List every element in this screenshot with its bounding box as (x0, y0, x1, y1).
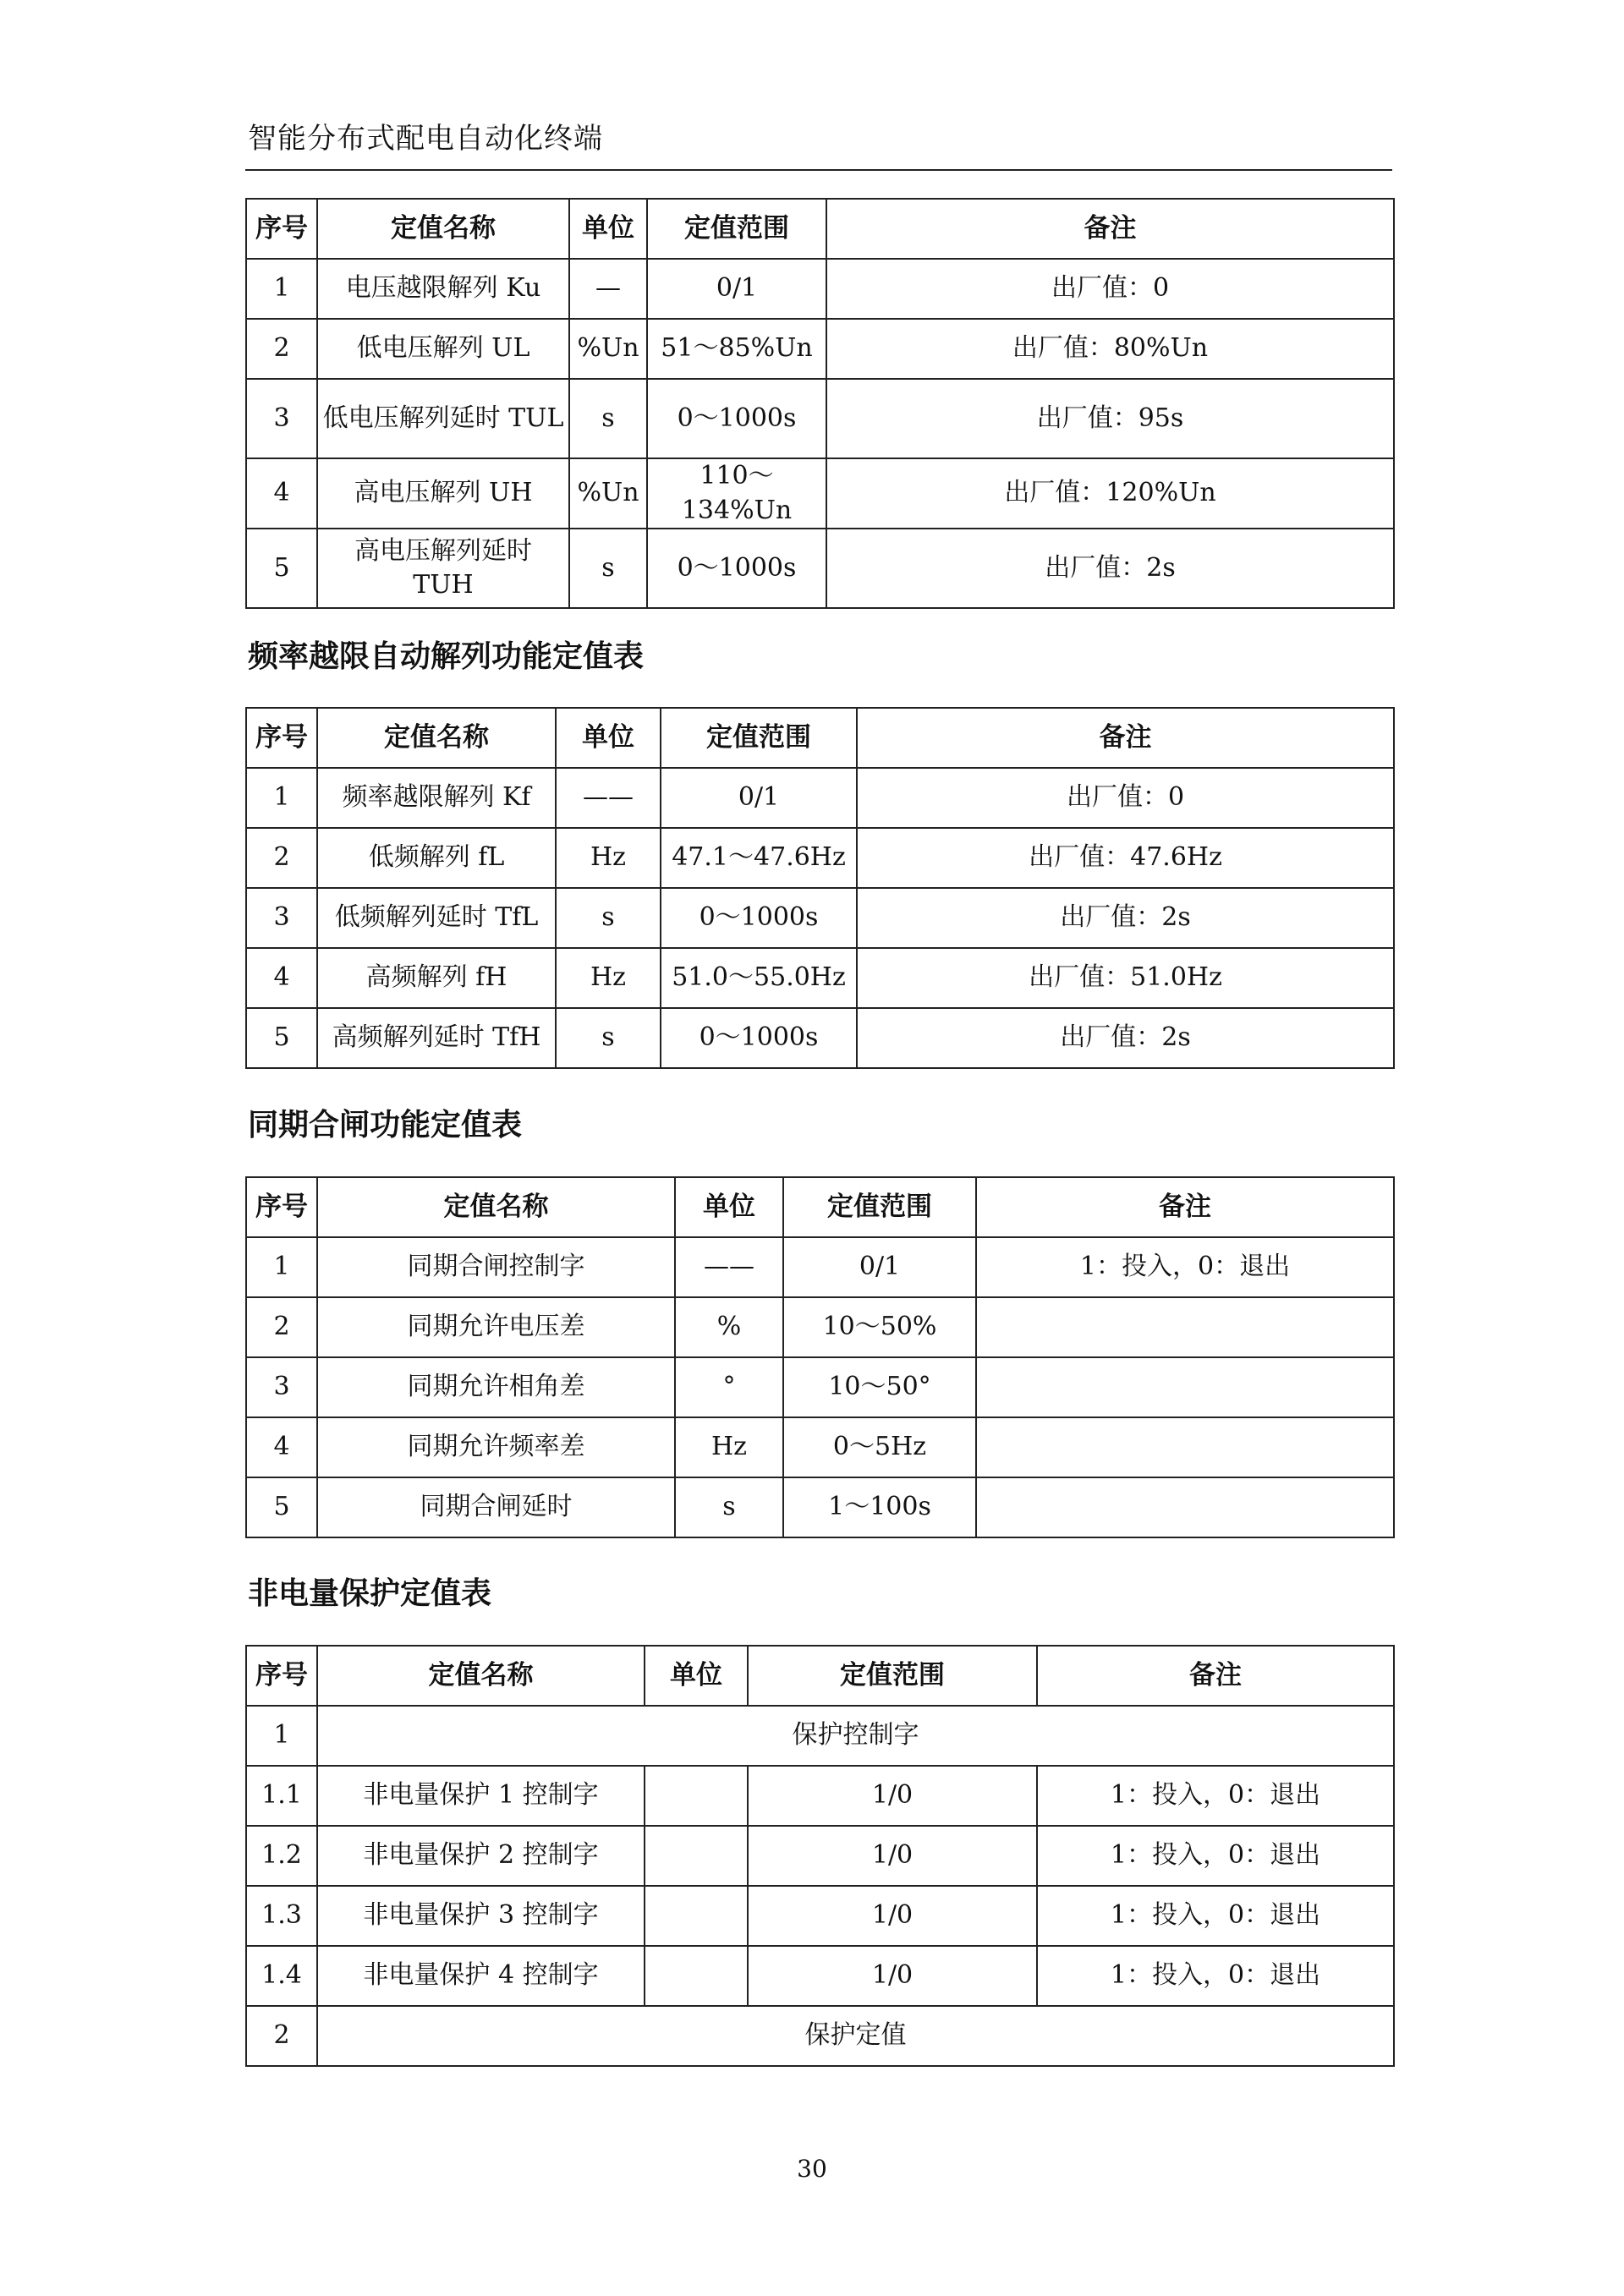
cell-remark: 出厂值：95s (826, 379, 1394, 458)
cell-unit: s (556, 1008, 661, 1068)
cell-unit (645, 1766, 748, 1826)
cell-unit: Hz (556, 828, 661, 888)
col-header-index: 序号 (246, 1646, 317, 1706)
col-header-index: 序号 (246, 199, 317, 259)
table-row (246, 1357, 1394, 1417)
col-header-unit: 单位 (645, 1646, 748, 1706)
cell-index: 3 (246, 1357, 317, 1417)
cell-index: 4 (246, 1417, 317, 1477)
cell-unit (645, 1826, 748, 1886)
cell-unit (645, 1886, 748, 1946)
cell-remark: 出厂值：51.0Hz (857, 948, 1394, 1008)
cell-name: 同期合闸延时 (317, 1477, 675, 1537)
cell-range: 10～50° (783, 1357, 976, 1417)
cell-index: 5 (246, 1477, 317, 1537)
table-row (246, 1008, 1394, 1068)
cell-unit (645, 1946, 748, 2006)
cell-name: 非电量保护 3 控制字 (317, 1886, 645, 1946)
col-header-index: 序号 (246, 708, 317, 768)
cell-index: 2 (246, 1297, 317, 1357)
cell-remark: 出厂值：2s (857, 1008, 1394, 1068)
cell-range: 51～85%Un (647, 319, 826, 379)
cell-range: 0～1000s (647, 529, 826, 608)
col-header-remark: 备注 (826, 199, 1394, 259)
table-row (246, 1477, 1394, 1537)
col-header-index: 序号 (246, 1177, 317, 1237)
cell-unit: s (556, 888, 661, 948)
cell-range: 1/0 (748, 1886, 1037, 1946)
frequency-splitting-table (245, 707, 1395, 1069)
non-electrical-protection-table (245, 1645, 1395, 2067)
cell-range: 1/0 (748, 1826, 1037, 1886)
cell-remark (976, 1357, 1394, 1417)
cell-index: 1 (246, 1237, 317, 1297)
cell-range: 0/1 (661, 768, 857, 828)
table-row (246, 379, 1394, 458)
section-title-synchronous-closing: 同期合闸功能定值表 (248, 1108, 523, 1143)
col-header-remark: 备注 (857, 708, 1394, 768)
table-row (246, 948, 1394, 1008)
cell-range: 51.0～55.0Hz (661, 948, 857, 1008)
cell-name: 非电量保护 4 控制字 (317, 1946, 645, 2006)
cell-range: 0～5Hz (783, 1417, 976, 1477)
cell-index: 1.4 (246, 1946, 317, 2006)
cell-remark: 1：投入，0：退出 (1037, 1766, 1394, 1826)
cell-remark (976, 1417, 1394, 1477)
table-header-row (246, 708, 1394, 768)
cell-index: 4 (246, 948, 317, 1008)
table-row (246, 259, 1394, 319)
table-row (246, 458, 1394, 529)
cell-remark: 1：投入，0：退出 (1037, 1886, 1394, 1946)
table-row (246, 768, 1394, 828)
table-row (246, 1946, 1394, 2006)
cell-name: 高频解列延时 TfH (317, 1008, 556, 1068)
col-header-name: 定值名称 (317, 199, 569, 259)
table-row (246, 1417, 1394, 1477)
cell-unit: s (569, 529, 647, 608)
cell-range: 1～100s (783, 1477, 976, 1537)
cell-name: 低电压解列 UL (317, 319, 569, 379)
cell-range: 0/1 (647, 259, 826, 319)
voltage-splitting-table (245, 198, 1395, 609)
cell-name: 非电量保护 1 控制字 (317, 1766, 645, 1826)
cell-name: 同期允许相角差 (317, 1357, 675, 1417)
col-header-name: 定值名称 (317, 708, 556, 768)
table-group-row (246, 1706, 1394, 1766)
cell-index: 3 (246, 888, 317, 948)
table-row (246, 1826, 1394, 1886)
cell-remark: 出厂值：47.6Hz (857, 828, 1394, 888)
cell-unit: —— (675, 1237, 783, 1297)
cell-remark (976, 1477, 1394, 1537)
cell-index: 1 (246, 1706, 317, 1766)
cell-remark: 出厂值：0 (826, 259, 1394, 319)
cell-remark: 1：投入，0：退出 (976, 1237, 1394, 1297)
col-header-unit: 单位 (556, 708, 661, 768)
cell-unit: s (569, 379, 647, 458)
cell-range: 0～1000s (661, 1008, 857, 1068)
cell-unit: %Un (569, 458, 647, 529)
col-header-range: 定值范围 (661, 708, 857, 768)
cell-index: 2 (246, 319, 317, 379)
cell-unit: ° (675, 1357, 783, 1417)
section-title-frequency-splitting: 频率越限自动解列功能定值表 (248, 639, 645, 674)
cell-name: 电压越限解列 Ku (317, 259, 569, 319)
cell-name: 高电压解列延时 TUH (317, 529, 569, 608)
cell-unit: s (675, 1477, 783, 1537)
cell-range: 47.1～47.6Hz (661, 828, 857, 888)
cell-unit: —— (556, 768, 661, 828)
cell-index: 4 (246, 458, 317, 529)
cell-remark: 出厂值：2s (826, 529, 1394, 608)
cell-name: 频率越限解列 Kf (317, 768, 556, 828)
col-header-range: 定值范围 (647, 199, 826, 259)
cell-index: 1.1 (246, 1766, 317, 1826)
cell-name: 非电量保护 2 控制字 (317, 1826, 645, 1886)
cell-unit: Hz (675, 1417, 783, 1477)
cell-index: 1.2 (246, 1826, 317, 1886)
cell-name: 低频解列 fL (317, 828, 556, 888)
table-group-row (246, 2006, 1394, 2066)
cell-range: 110～134%Un (647, 458, 826, 529)
cell-group-title: 保护定值 (317, 2006, 1394, 2066)
page-header-title: 智能分布式配电自动化终端 (248, 122, 603, 156)
col-header-range: 定值范围 (783, 1177, 976, 1237)
cell-index: 1 (246, 259, 317, 319)
cell-unit: Hz (556, 948, 661, 1008)
cell-index: 5 (246, 1008, 317, 1068)
table-row (246, 1297, 1394, 1357)
cell-index: 1.3 (246, 1886, 317, 1946)
cell-unit: % (675, 1297, 783, 1357)
cell-remark: 出厂值：80%Un (826, 319, 1394, 379)
cell-range: 10～50% (783, 1297, 976, 1357)
table-header-row (246, 1177, 1394, 1237)
section-title-non-electrical-protection: 非电量保护定值表 (248, 1576, 492, 1611)
table-header-row (246, 199, 1394, 259)
synchronous-closing-table (245, 1176, 1395, 1538)
cell-name: 同期允许电压差 (317, 1297, 675, 1357)
cell-index: 3 (246, 379, 317, 458)
col-header-name: 定值名称 (317, 1646, 645, 1706)
cell-name: 高电压解列 UH (317, 458, 569, 529)
cell-remark: 1：投入，0：退出 (1037, 1826, 1394, 1886)
col-header-range: 定值范围 (748, 1646, 1037, 1706)
col-header-unit: 单位 (675, 1177, 783, 1237)
cell-index: 2 (246, 828, 317, 888)
col-header-name: 定值名称 (317, 1177, 675, 1237)
cell-remark (976, 1297, 1394, 1357)
cell-unit: — (569, 259, 647, 319)
cell-range: 1/0 (748, 1946, 1037, 2006)
table-row (246, 1766, 1394, 1826)
cell-remark: 1：投入，0：退出 (1037, 1946, 1394, 2006)
cell-name: 同期允许频率差 (317, 1417, 675, 1477)
cell-range: 0～1000s (647, 379, 826, 458)
table-row (246, 529, 1394, 608)
cell-group-title: 保护控制字 (317, 1706, 1394, 1766)
cell-index: 5 (246, 529, 317, 608)
cell-name: 低电压解列延时 TUL (317, 379, 569, 458)
header-divider (245, 169, 1392, 171)
cell-name: 高频解列 fH (317, 948, 556, 1008)
table-row (246, 1886, 1394, 1946)
page-number: 30 (797, 2155, 827, 2183)
cell-remark: 出厂值：2s (857, 888, 1394, 948)
cell-range: 0/1 (783, 1237, 976, 1297)
cell-remark: 出厂值：0 (857, 768, 1394, 828)
cell-index: 2 (246, 2006, 317, 2066)
col-header-remark: 备注 (976, 1177, 1394, 1237)
col-header-remark: 备注 (1037, 1646, 1394, 1706)
table-header-row (246, 1646, 1394, 1706)
col-header-unit: 单位 (569, 199, 647, 259)
cell-index: 1 (246, 768, 317, 828)
cell-name: 低频解列延时 TfL (317, 888, 556, 948)
cell-unit: %Un (569, 319, 647, 379)
cell-range: 1/0 (748, 1766, 1037, 1826)
table-row (246, 828, 1394, 888)
cell-name: 同期合闸控制字 (317, 1237, 675, 1297)
cell-remark: 出厂值：120%Un (826, 458, 1394, 529)
cell-range: 0～1000s (661, 888, 857, 948)
table-row (246, 1237, 1394, 1297)
table-row (246, 888, 1394, 948)
table-row (246, 319, 1394, 379)
